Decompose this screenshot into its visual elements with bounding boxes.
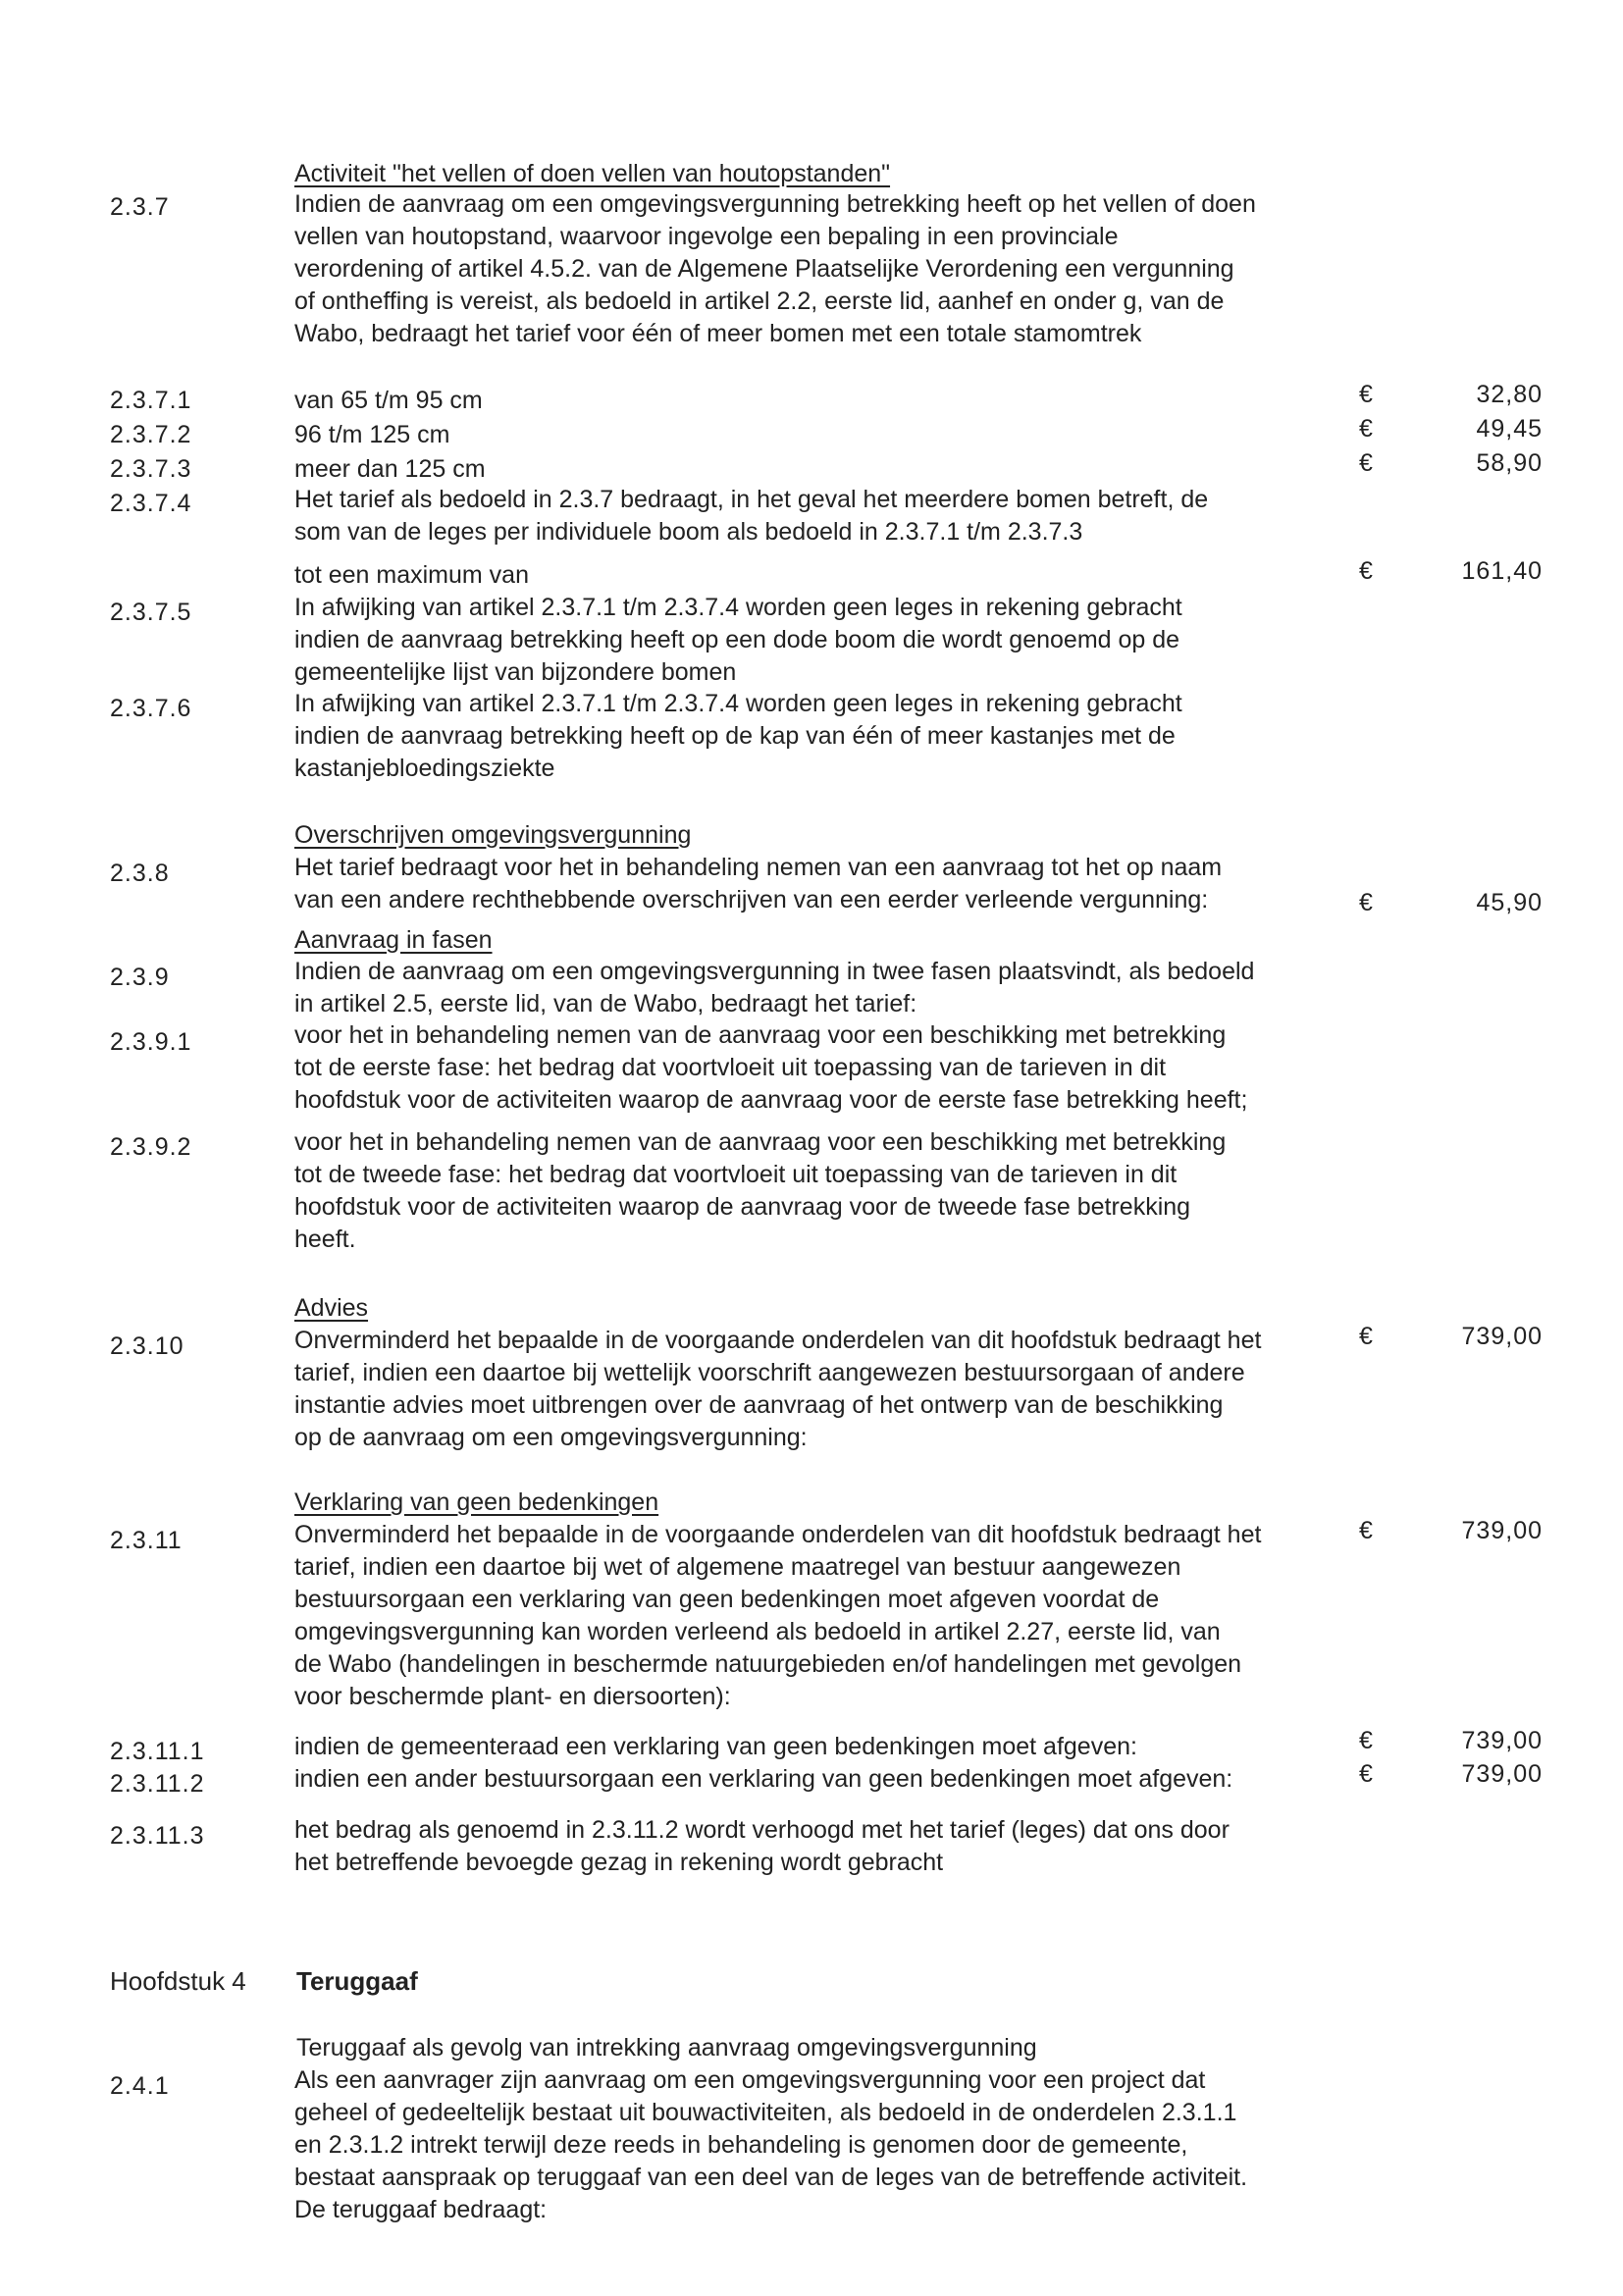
article-text: voor het in behandeling nemen van de aanvraag voor een beschikking met betrekking tot de tweede fase: het bedrag dat voortvloeit uit toepassing van de tarieven in dit hoofdstuk voor de activiteiten waarop de aanvraag voor de tweede fase betrekking heeft.: [294, 1128, 1227, 1253]
article-number: 2.3.9.1: [110, 1028, 192, 1056]
article-number: 2.4.1: [110, 2072, 170, 2100]
article-number: 2.3.8: [110, 860, 170, 887]
section-heading-vellen: Activiteit "het vellen of doen vellen van houtopstanden": [294, 160, 891, 187]
fee-amount: 739,00: [1461, 1727, 1543, 1754]
article-number: 2.3.11.2: [110, 1770, 205, 1798]
article-number: 2.3.7.3: [110, 455, 192, 483]
article-text: Het tarief als bedoeld in 2.3.7 bedraagt, in het geval het meerdere bomen betreft, de som van de leges per individuele boom als bedoeld in 2.3.7.1 t/m 2.3.7.3: [294, 486, 1209, 546]
article-number: 2.3.7: [110, 193, 170, 221]
section-subheading-teruggaaf: Teruggaaf als gevolg van intrekking aanvraag omgevingsvergunning: [296, 2034, 1037, 2061]
article-text: van 65 t/m 95 cm: [294, 387, 483, 414]
article-text: Indien de aanvraag om een omgevingsvergunning in twee fasen plaatsvindt, als bedoeld in artikel 2.5, eerste lid, van de Wabo, bedraagt het tarief:: [294, 958, 1255, 1018]
fee-amount: 58,90: [1476, 449, 1543, 477]
currency-symbol: €: [1359, 381, 1373, 408]
section-heading-fasen: Aanvraag in fasen: [294, 926, 493, 954]
section-heading-advies: Advies: [294, 1294, 369, 1322]
article-number: 2.3.11.1: [110, 1738, 205, 1765]
chapter-title: Teruggaaf: [296, 1966, 418, 1996]
currency-symbol: €: [1359, 1323, 1373, 1350]
fee-amount: 739,00: [1461, 1760, 1543, 1788]
article-number: 2.3.11.3: [110, 1822, 205, 1850]
article-number: 2.3.7.5: [110, 599, 192, 626]
article-number: 2.3.7.4: [110, 490, 192, 517]
fee-amount: 739,00: [1461, 1323, 1543, 1350]
fee-amount: 32,80: [1476, 381, 1543, 408]
section-heading-overschrijven: Overschrijven omgevingsvergunning: [294, 821, 692, 849]
maximum-text: tot een maximum van: [294, 561, 529, 589]
article-text: meer dan 125 cm: [294, 455, 486, 483]
fee-amount: 45,90: [1476, 889, 1543, 916]
article-number: 2.3.11: [110, 1527, 183, 1554]
article-number: 2.3.10: [110, 1332, 184, 1360]
article-number: 2.3.7.2: [110, 421, 192, 448]
article-number: 2.3.7.6: [110, 695, 192, 722]
fee-amount: 739,00: [1461, 1517, 1543, 1544]
currency-symbol: €: [1359, 1760, 1373, 1788]
article-text: 96 t/m 125 cm: [294, 421, 450, 448]
fee-amount: 161,40: [1461, 557, 1543, 585]
currency-symbol: €: [1359, 1727, 1373, 1754]
article-number: 2.3.9: [110, 964, 170, 991]
article-text: In afwijking van artikel 2.3.7.1 t/m 2.3.7.4 worden geen leges in rekening gebracht indien de aanvraag betrekking heeft op een dode boom die wordt genoemd op de gemeentelijke lijst van bijzondere bomen: [294, 594, 1182, 686]
article-text: Onverminderd het bepaalde in de voorgaande onderdelen van dit hoofdstuk bedraagt het tarief, indien een daartoe bij wet of algemene maatregel van bestuur aangewezen bestuursorgaan een verklaring van geen bedenkingen moet afgeven voordat de omgevingsvergunning kan worden verleend als bedoeld in artikel 2.27, eerste lid, van de Wabo (handelingen in beschermde natuurgebieden en/of handelingen met gevolgen voor beschermde plant- en diersoorten):: [294, 1521, 1262, 1710]
article-text: indien een ander bestuursorgaan een verklaring van geen bedenkingen moet afgeven:: [294, 1765, 1233, 1793]
article-text: Als een aanvrager zijn aanvraag om een omgevingsvergunning voor een project dat geheel of gedeeltelijk bestaat uit bouwactiviteiten, als bedoeld in de onderdelen 2.3.1.1 en 2.3.1.2 intrekt terwijl deze reeds in behandeling is genomen door de gemeente, bestaat aanspraak op teruggaaf van een deel van de leges van de betreffende activiteit. De teruggaaf bedraagt:: [294, 2066, 1248, 2223]
article-text: indien de gemeenteraad een verklaring van geen bedenkingen moet afgeven:: [294, 1733, 1137, 1760]
article-text: voor het in behandeling nemen van de aanvraag voor een beschikking met betrekking tot de eerste fase: het bedrag dat voortvloeit uit toepassing van de tarieven in dit hoofdstuk voor de activiteiten waarop de aanvraag voor de eerste fase betrekking heeft;: [294, 1021, 1248, 1114]
section-heading-vvgb: Verklaring van geen bedenkingen: [294, 1488, 659, 1516]
article-text: het bedrag als genoemd in 2.3.11.2 wordt verhoogd met het tarief (leges) dat ons door het betreffende bevoegde gezag in rekening wordt gebracht: [294, 1816, 1230, 1876]
currency-symbol: €: [1359, 889, 1373, 916]
article-text: In afwijking van artikel 2.3.7.1 t/m 2.3.7.4 worden geen leges in rekening gebracht indien de aanvraag betrekking heeft op de kap van één of meer kastanjes met de kastanjebloedingsziekte: [294, 690, 1182, 782]
currency-symbol: €: [1359, 1517, 1373, 1544]
currency-symbol: €: [1359, 415, 1373, 443]
fee-amount: 49,45: [1476, 415, 1543, 443]
currency-symbol: €: [1359, 557, 1373, 585]
article-text: Onverminderd het bepaalde in de voorgaande onderdelen van dit hoofdstuk bedraagt het tarief, indien een daartoe bij wettelijk voorschrift aangewezen bestuursorgaan of andere instantie advies moet uitbrengen over de aanvraag of het ontwerp van de beschikking op de aanvraag om een omgevingsvergunning:: [294, 1327, 1262, 1451]
currency-symbol: €: [1359, 449, 1373, 477]
article-number: 2.3.7.1: [110, 387, 192, 414]
article-number: 2.3.9.2: [110, 1133, 192, 1161]
chapter-label: Hoofdstuk 4: [110, 1966, 246, 1996]
article-text: Het tarief bedraagt voor het in behandeling nemen van een aanvraag tot het op naam van een andere rechthebbende overschrijven van een eerder verleende vergunning:: [294, 854, 1223, 913]
article-text: Indien de aanvraag om een omgevingsvergunning betrekking heeft op het vellen of doen vellen van houtopstand, waarvoor ingevolge een bepaling in een provinciale verordening of artikel 4.5.2. van de Algemene Plaatselijke Verordening een vergunning of ontheffing is vereist, als bedoeld in artikel 2.2, eerste lid, aanhef en onder g, van de Wabo, bedraagt het tarief voor één of meer bomen met een totale stamomtrek: [294, 190, 1256, 347]
